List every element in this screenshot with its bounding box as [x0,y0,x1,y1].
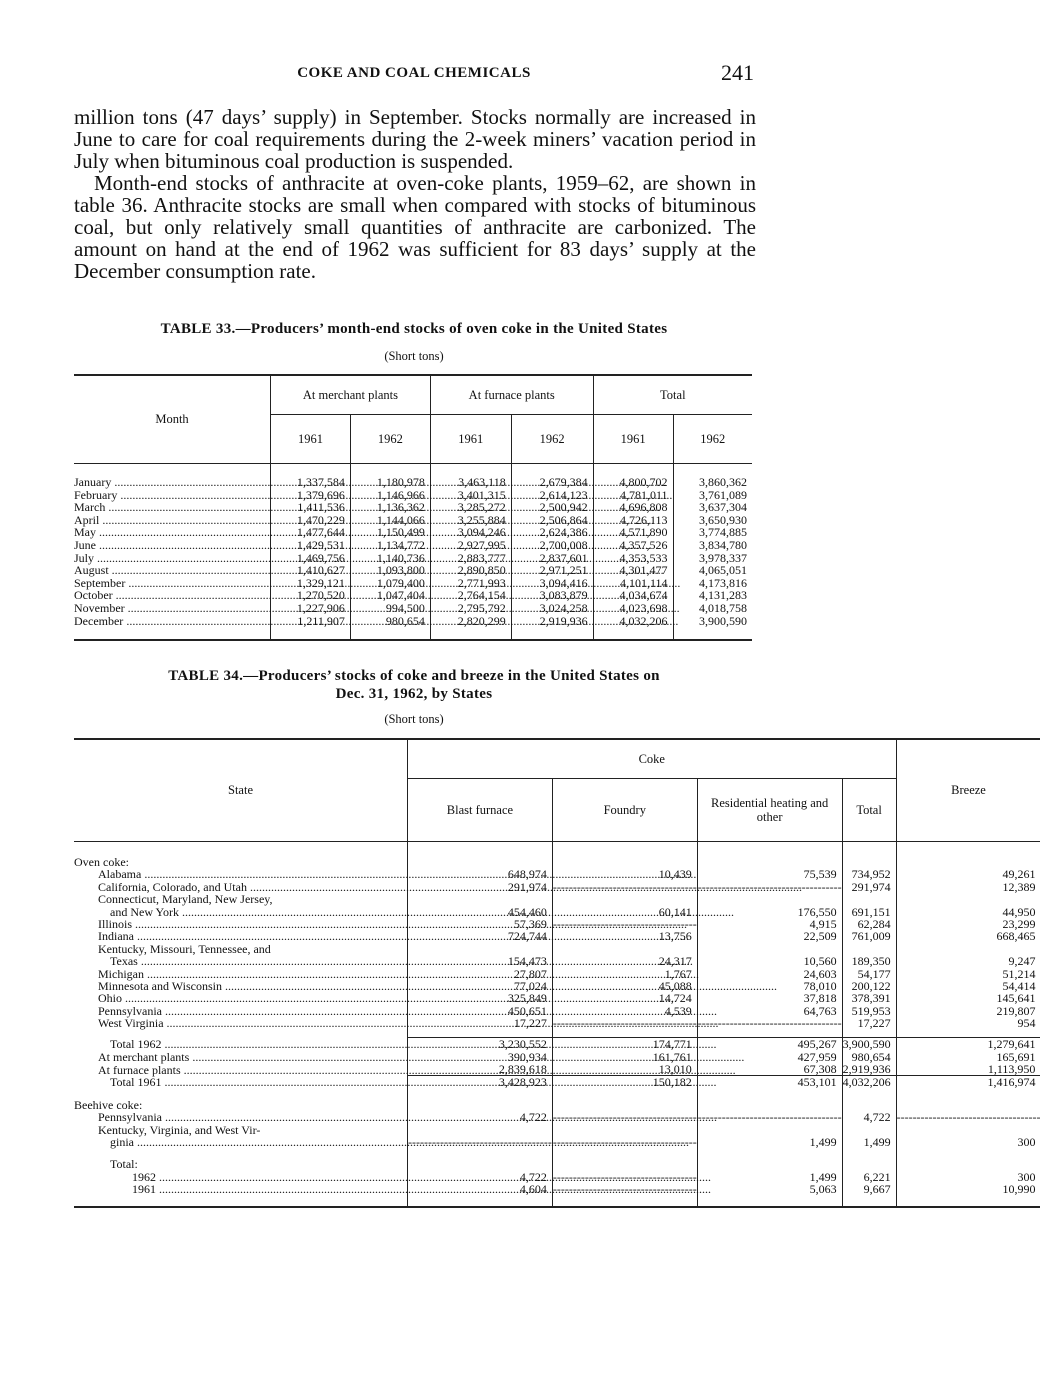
month-label: July ..... [74,552,271,565]
stock-value: 200,122 [842,980,896,992]
table-row [74,602,752,615]
stock-value: 1,211,907 [271,615,351,628]
stock-value: 519,953 [842,1005,896,1017]
breeze-column-header: Breeze [896,739,1040,842]
stock-value: 3,255,884 [430,514,511,527]
total-header: Total [593,375,752,415]
stock-value: 668,465 [896,930,1040,942]
stock-value: 12,389 [896,881,1040,893]
stock-value: 17,227 [408,1017,553,1029]
stock-value: 2,927,995 [430,539,511,552]
stock-value: 75,539 [697,868,842,880]
row-label-line-1: Connecticut, Maryland, New Jersey, [98,892,273,907]
stock-value: 291,974 [408,881,553,893]
stock-value: 2,839,618 [408,1063,553,1076]
stock-value: 2,820,299 [430,615,511,628]
stock-value: 1,270,520 [271,589,351,602]
row-label: Minnesota and Wisconsin ..... [74,980,408,992]
stock-value: 6,221 [842,1171,896,1183]
stock-value: 291,974 [842,881,896,893]
stock-value: 1,079,400 [350,577,430,590]
month-label: November ..... [74,602,271,615]
merchant-plants-header: At merchant plants [271,375,431,415]
table-row [74,1111,1040,1123]
stock-value: 1,767 [552,968,697,980]
table-33-title: TABLE 33.—Producers’ month-end stocks of oven coke in the United States [160,321,668,337]
stock-value: 4,722 [408,1111,553,1123]
stock-value: 176,550 [697,906,842,918]
stock-value: 57,369 [408,918,553,930]
stock-value: 4,101,114 [593,577,673,590]
table-33-units: (Short tons) [384,349,444,363]
stock-value: 1,134,772 [350,539,430,552]
total-column-header: Total [842,779,896,842]
stock-value: 4,604 [408,1183,553,1195]
stock-value: 2,771,993 [430,577,511,590]
stock-value: 4,034,674 [593,589,673,602]
foundry-header: Foundry [552,779,697,842]
month-label: August ..... [74,564,271,577]
stock-value: 77,024 [408,980,553,992]
page-header [74,62,754,86]
stock-value: 10,439 [552,868,697,880]
row-label: Ohio ..... [74,992,408,1004]
stock-value: 189,350 [842,955,896,967]
stock-value: 495,267 [697,1038,842,1051]
month-label: March ..... [74,501,271,514]
stock-value: 27,807 [408,968,553,980]
stock-value: 427,959 [697,1051,842,1063]
stock-value: 54,414 [896,980,1040,992]
stock-value: 1,093,800 [350,564,430,577]
table-row [74,564,752,577]
row-label: 1961 ..... [74,1183,408,1195]
stock-value: 980,654 [842,1051,896,1063]
section-beehive-coke: Beehive coke: [74,1097,143,1112]
stock-value: 10,990 [896,1183,1040,1195]
table-row [74,930,1040,942]
row-label-line-1: Kentucky, Virginia, and West Vir- [98,1122,261,1137]
stock-value: 3,774,885 [673,526,752,539]
stock-value: 3,900,590 [842,1038,896,1051]
stock-value: 1,136,362 [350,501,430,514]
stock-value: 4,722 [842,1111,896,1123]
row-label: Pennsylvania ..... [74,1005,408,1017]
stock-value: 37,818 [697,992,842,1004]
stock-value: 14,724 [552,992,697,1004]
stock-value: 4,173,816 [673,577,752,590]
stock-value: 453,101 [697,1076,842,1089]
stock-value: 3,094,246 [430,526,511,539]
row-label: 1962 ..... [74,1171,408,1183]
state-column-header: State [74,739,408,842]
stock-value: 4,032,206 [593,615,673,628]
stock-value: 2,837,601 [511,552,593,565]
stock-value: 3,463,118 [430,476,511,489]
row-label-line-1: Kentucky, Missouri, Tennessee, and [98,941,271,956]
row-label: California, Colorado, and Utah ..... [74,881,408,893]
table-row [74,476,752,489]
stock-value: 4,032,206 [842,1076,896,1089]
stock-value: 3,083,879 [511,589,593,602]
paragraph-2: Month-end stocks of anthracite at oven-coke plants, 1959–62, are shown in table 36. Anthracite stocks are small when compared with stocks of bituminous coal, but only relatively small quantities of anthracite are carbonized. The amount on hand at the end of 1962 was sufficient for 83 days’ supply at the December consumption rate. [74,171,756,283]
stock-value: 3,650,930 [673,514,752,527]
stock-value: 3,860,362 [673,476,752,489]
stock-value: 150,182 [552,1076,697,1089]
stock-value: 174,771 [552,1038,697,1051]
stock-value: 2,919,936 [842,1063,896,1076]
stock-value: 1,279,641 [896,1038,1040,1051]
stock-value: 648,974 [408,868,553,880]
stock-value: 2,883,777 [430,552,511,565]
stock-value: 4,781,011 [593,489,673,502]
row-label: Total 1961 ..... [74,1076,408,1089]
stock-value: 3,834,780 [673,539,752,552]
month-label: April ..... [74,514,271,527]
stock-value: 1,469,756 [271,552,351,565]
stock-value: 4,301,477 [593,564,673,577]
stock-value: 1,499 [697,1136,842,1148]
stock-value: 67,308 [697,1063,842,1076]
stock-value: 2,700,008 [511,539,593,552]
stock-value: 2,764,154 [430,589,511,602]
stock-value: 219,807 [896,1005,1040,1017]
stock-value: 3,230,552 [408,1038,553,1051]
stock-value: 60,141 [552,906,697,918]
stock-value: 4,696,808 [593,501,673,514]
running-title: COKE AND COAL CHEMICALS [297,65,531,81]
stock-value: 4,726,113 [593,514,673,527]
stock-value: 3,428,923 [408,1076,553,1089]
stock-value: 1,411,536 [271,501,351,514]
stock-value: 1,410,627 [271,564,351,577]
table-row [74,868,1040,880]
section-total: Total: [110,1157,138,1172]
empty-value [697,1111,842,1123]
empty-value [552,1111,697,1123]
stock-value: 17,227 [842,1017,896,1029]
table-row [74,1038,1040,1051]
blast-furnace-header: Blast furnace [408,779,553,842]
coke-group-header: Coke [408,739,897,779]
table-row [74,992,1040,1004]
month-label: May ..... [74,526,271,539]
stock-value: 3,761,089 [673,489,752,502]
empty-value [552,881,697,893]
row-label: Alabama ..... [74,868,408,880]
table-33 [74,374,752,641]
year-header: 1961 [430,415,511,464]
table-row [74,1183,1040,1195]
row-label: Texas ..... [74,955,408,967]
stock-value: 325,849 [408,992,553,1004]
stock-value: 1,227,906 [271,602,351,615]
section-oven-coke: Oven coke: [74,855,129,869]
stock-value: 1,047,404 [350,589,430,602]
stock-value: 1,337,584 [271,476,351,489]
stock-value: 44,950 [896,906,1040,918]
stock-value: 1,416,974 [896,1076,1040,1089]
stock-value: 24,317 [552,955,697,967]
year-header: 1961 [271,415,351,464]
table-row [74,615,752,628]
stock-value: 62,284 [842,918,896,930]
stock-value: 1,113,950 [896,1063,1040,1076]
stock-value: 1,429,531 [271,539,351,552]
stock-value: 390,934 [408,1051,553,1063]
table-row [74,955,1040,967]
row-label: Michigan ..... [74,968,408,980]
month-label: December ..... [74,615,271,628]
stock-value: 691,151 [842,906,896,918]
month-label: September ..... [74,577,271,590]
empty-value [896,1111,1040,1123]
row-label: At furnace plants ..... [74,1063,408,1076]
stock-value: 980,654 [350,615,430,628]
stock-value: 3,024,258 [511,602,593,615]
stock-value: 4,065,051 [673,564,752,577]
table-row [74,1063,1040,1076]
stock-value: 954 [896,1017,1040,1029]
row-label: Indiana ..... [74,930,408,942]
stock-value: 1,146,966 [350,489,430,502]
table-row [74,1076,1040,1089]
stock-value: 64,763 [697,1005,842,1017]
stock-value: 2,890,850 [430,564,511,577]
stock-value: 2,624,386 [511,526,593,539]
empty-value [552,1183,697,1195]
stock-value: 300 [896,1136,1040,1148]
stock-value: 2,795,792 [430,602,511,615]
paragraph-1: million tons (47 days’ supply) in September. Stocks normally are increased in June to care for coal requirements during the 2-week miners’ vacation period in July when bituminous coal production is suspended. [74,105,756,173]
table-34-title-line-1: TABLE 34.—Producers’ stocks of coke and breeze in the United States on [168,668,660,684]
stock-value: 2,614,123 [511,489,593,502]
stock-value: 23,299 [896,918,1040,930]
row-label: At merchant plants ..... [74,1051,408,1063]
stock-value: 4,018,758 [673,602,752,615]
stock-value: 734,952 [842,868,896,880]
table-row [74,1136,1040,1148]
stock-value: 724,744 [408,930,553,942]
row-label: Pennsylvania ..... [74,1111,408,1123]
table-34-title-line-2: Dec. 31, 1962, by States [335,686,493,702]
stock-value: 4,539 [552,1005,697,1017]
row-label: ginia ..... [74,1136,408,1148]
table-row [74,501,752,514]
stock-value: 9,247 [896,955,1040,967]
stock-value: 1,180,978 [350,476,430,489]
stock-value: 1,499 [697,1171,842,1183]
stock-value: 54,177 [842,968,896,980]
stock-value: 1,477,644 [271,526,351,539]
empty-value [697,881,842,893]
row-label: Illinois ..... [74,918,408,930]
stock-value: 4,571,890 [593,526,673,539]
stock-value: 1,150,499 [350,526,430,539]
stock-value: 1,499 [842,1136,896,1148]
stock-value: 450,651 [408,1005,553,1017]
stock-value: 1,470,229 [271,514,351,527]
stock-value: 13,756 [552,930,697,942]
stock-value: 13,010 [552,1063,697,1076]
stock-value: 22,509 [697,930,842,942]
stock-value: 4,800,702 [593,476,673,489]
furnace-plants-header: At furnace plants [430,375,593,415]
empty-value [552,1017,697,1029]
month-column-header: Month [74,375,271,464]
page-number: 241 [721,60,754,85]
row-label: Total 1962 ..... [74,1038,408,1051]
month-label: February ..... [74,489,271,502]
year-header: 1962 [673,415,752,464]
table-34-units: (Short tons) [384,712,444,726]
empty-value [552,1136,697,1148]
empty-value [697,1017,842,1029]
stock-value: 2,506,864 [511,514,593,527]
body-text [74,106,756,282]
month-label: June ..... [74,539,271,552]
month-label: January ..... [74,476,271,489]
stock-value: 994,500 [350,602,430,615]
stock-value: 4,353,533 [593,552,673,565]
row-label: West Virginia ..... [74,1017,408,1029]
year-header: 1962 [350,415,430,464]
stock-value: 145,641 [896,992,1040,1004]
table-row [74,1051,1040,1063]
stock-value: 761,009 [842,930,896,942]
stock-value: 2,679,384 [511,476,593,489]
stock-value: 4,915 [697,918,842,930]
stock-value: 3,637,304 [673,501,752,514]
stock-value: 51,214 [896,968,1040,980]
stock-value: 4,357,526 [593,539,673,552]
stock-value: 78,010 [697,980,842,992]
stock-value: 45,088 [552,980,697,992]
stock-value: 4,131,283 [673,589,752,602]
stock-value: 1,140,736 [350,552,430,565]
stock-value: 165,691 [896,1051,1040,1063]
stock-value: 3,285,272 [430,501,511,514]
stock-value: 24,603 [697,968,842,980]
stock-value: 10,560 [697,955,842,967]
stock-value: 2,500,942 [511,501,593,514]
table-34 [74,738,1040,1208]
month-label: October ..... [74,589,271,602]
stock-value: 378,391 [842,992,896,1004]
stock-value: 3,401,315 [430,489,511,502]
stock-value: 3,900,590 [673,615,752,628]
stock-value: 3,094,416 [511,577,593,590]
stock-value: 49,261 [896,868,1040,880]
stock-value: 1,329,121 [271,577,351,590]
stock-value: 454,460 [408,906,553,918]
stock-value: 9,667 [842,1183,896,1195]
stock-value: 2,919,936 [511,615,593,628]
year-header: 1962 [511,415,593,464]
stock-value: 4,023,698 [593,602,673,615]
stock-value: 2,971,251 [511,564,593,577]
stock-value: 4,722 [408,1171,553,1183]
stock-value: 3,978,337 [673,552,752,565]
year-header: 1961 [593,415,673,464]
stock-value: 1,379,696 [271,489,351,502]
residential-header: Residential heating and other [697,779,842,842]
table-row [74,1017,1040,1029]
empty-value [408,1136,553,1148]
row-label: and New York ..... [74,906,408,918]
stock-value: 5,063 [697,1183,842,1195]
table-row [74,539,752,552]
table-34-title [74,667,754,703]
stock-value: 154,473 [408,955,553,967]
stock-value: 161,761 [552,1051,697,1063]
stock-value: 1,144,066 [350,514,430,527]
stock-value: 300 [896,1171,1040,1183]
